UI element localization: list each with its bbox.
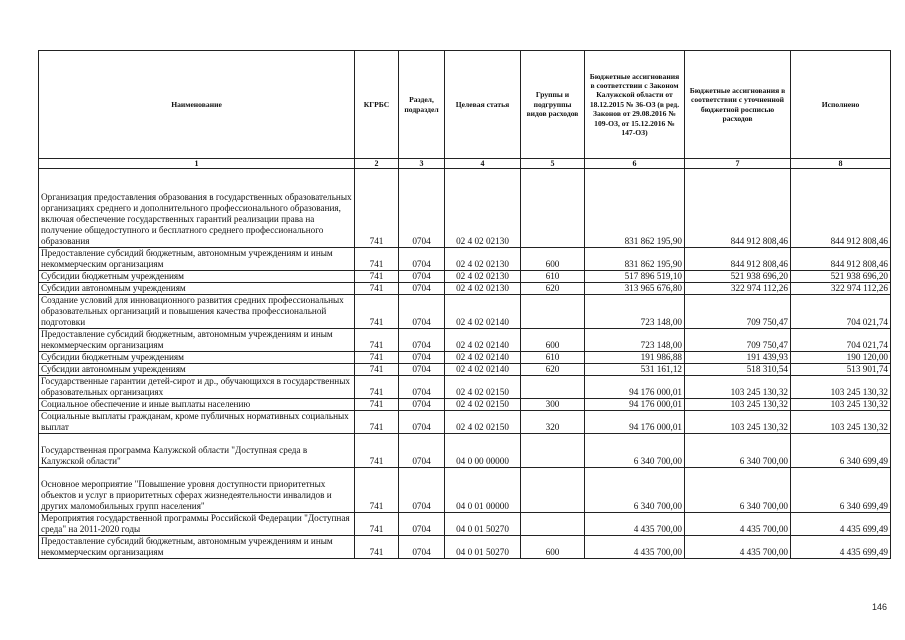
row-expense-group: 600 <box>521 329 585 352</box>
row-executed-amount: 513 901,74 <box>791 364 891 376</box>
row-expense-group <box>521 169 585 248</box>
column-number: 7 <box>685 159 791 169</box>
row-approved-amount: 313 965 676,80 <box>585 283 685 295</box>
header-kgrbs: КГРБС <box>355 51 399 159</box>
row-kgrbs: 741 <box>355 329 399 352</box>
row-section: 0704 <box>399 411 445 434</box>
header-approved-law: Бюджетные ассигнования в соответствии с Законом Калужской области от 18.12.2015 № 36-ОЗ (в ред. Законов от 29.08.2016 № 109-ОЗ, от 15.12.2016 № 147-ОЗ) <box>585 51 685 159</box>
row-executed-amount: 103 245 130,32 <box>791 376 891 399</box>
row-name: Субсидии автономным учреждениям <box>39 283 355 295</box>
row-section: 0704 <box>399 352 445 364</box>
table-body <box>39 169 891 559</box>
table-row <box>39 364 891 376</box>
row-approved-amount: 4 435 700,00 <box>585 536 685 559</box>
row-executed-amount: 4 435 699,49 <box>791 513 891 536</box>
row-kgrbs: 741 <box>355 536 399 559</box>
row-executed-amount: 103 245 130,32 <box>791 399 891 411</box>
row-expense-group <box>521 513 585 536</box>
row-expense-group: 620 <box>521 364 585 376</box>
row-name: Субсидии бюджетным учреждениям <box>39 271 355 283</box>
row-section: 0704 <box>399 513 445 536</box>
table-row <box>39 376 891 399</box>
header-section: Раздел, подраздел <box>399 51 445 159</box>
row-section: 0704 <box>399 364 445 376</box>
row-expense-group <box>521 295 585 329</box>
row-refined-amount: 844 912 808,46 <box>685 169 791 248</box>
row-refined-amount: 4 435 700,00 <box>685 513 791 536</box>
column-number: 2 <box>355 159 399 169</box>
row-kgrbs: 741 <box>355 513 399 536</box>
row-name: Субсидии автономным учреждениям <box>39 364 355 376</box>
row-refined-amount: 103 245 130,32 <box>685 376 791 399</box>
table-row <box>39 399 891 411</box>
row-expense-group <box>521 468 585 513</box>
row-section: 0704 <box>399 271 445 283</box>
row-approved-amount: 723 148,00 <box>585 295 685 329</box>
row-approved-amount: 6 340 700,00 <box>585 468 685 513</box>
row-kgrbs: 741 <box>355 271 399 283</box>
table-row <box>39 434 891 468</box>
row-refined-amount: 103 245 130,32 <box>685 411 791 434</box>
row-refined-amount: 322 974 112,26 <box>685 283 791 295</box>
row-name: Субсидии бюджетным учреждениям <box>39 352 355 364</box>
row-kgrbs: 741 <box>355 411 399 434</box>
row-kgrbs: 741 <box>355 434 399 468</box>
row-expense-group: 600 <box>521 248 585 271</box>
row-name: Социальное обеспечение и иные выплаты населению <box>39 399 355 411</box>
row-refined-amount: 709 750,47 <box>685 295 791 329</box>
row-target-article: 02 4 02 02140 <box>445 364 521 376</box>
row-expense-group: 610 <box>521 271 585 283</box>
row-target-article: 02 4 02 02130 <box>445 283 521 295</box>
row-kgrbs: 741 <box>355 352 399 364</box>
row-approved-amount: 94 176 000,01 <box>585 411 685 434</box>
column-number: 6 <box>585 159 685 169</box>
table-row <box>39 248 891 271</box>
row-executed-amount: 844 912 808,46 <box>791 248 891 271</box>
header-expense-groups: Группы и подгруппы видов расходов <box>521 51 585 159</box>
table-row <box>39 513 891 536</box>
table-row <box>39 271 891 283</box>
row-expense-group: 300 <box>521 399 585 411</box>
column-number: 4 <box>445 159 521 169</box>
row-target-article: 02 4 02 02150 <box>445 399 521 411</box>
row-target-article: 04 0 01 50270 <box>445 513 521 536</box>
row-executed-amount: 4 435 699,49 <box>791 536 891 559</box>
row-approved-amount: 531 161,12 <box>585 364 685 376</box>
row-executed-amount: 6 340 699,49 <box>791 468 891 513</box>
row-name: Предоставление субсидий бюджетным, автономным учреждениям и иным некоммерческим организациям <box>39 536 355 559</box>
row-name: Основное мероприятие "Повышение уровня доступности приоритетных объектов и услуг в приоритетных сферах жизнедеятельности инвалидов и других маломобильных групп населения" <box>39 468 355 513</box>
row-expense-group: 600 <box>521 536 585 559</box>
row-refined-amount: 6 340 700,00 <box>685 468 791 513</box>
row-target-article: 02 4 02 02140 <box>445 295 521 329</box>
table-row <box>39 169 891 248</box>
row-target-article: 04 0 01 50270 <box>445 536 521 559</box>
header-executed: Исполнено <box>791 51 891 159</box>
row-approved-amount: 6 340 700,00 <box>585 434 685 468</box>
row-target-article: 02 4 02 02140 <box>445 352 521 364</box>
row-kgrbs: 741 <box>355 468 399 513</box>
row-name: Государственные гарантии детей-сирот и др., обучающихся в государственных образовательных организациях <box>39 376 355 399</box>
row-section: 0704 <box>399 376 445 399</box>
row-target-article: 02 4 02 02130 <box>445 169 521 248</box>
row-kgrbs: 741 <box>355 295 399 329</box>
column-number: 3 <box>399 159 445 169</box>
page-number: 146 <box>872 602 888 612</box>
row-expense-group: 620 <box>521 283 585 295</box>
row-executed-amount: 103 245 130,32 <box>791 411 891 434</box>
row-name: Предоставление субсидий бюджетным, автономным учреждениям и иным некоммерческим организациям <box>39 329 355 352</box>
row-expense-group <box>521 376 585 399</box>
row-target-article: 02 4 02 02130 <box>445 248 521 271</box>
header-name: Наименование <box>39 51 355 159</box>
row-executed-amount: 322 974 112,26 <box>791 283 891 295</box>
row-executed-amount: 521 938 696,20 <box>791 271 891 283</box>
row-section: 0704 <box>399 295 445 329</box>
row-name: Мероприятия государственной программы Российской Федерации "Доступная среда" на 2011-2020 годы <box>39 513 355 536</box>
row-section: 0704 <box>399 283 445 295</box>
table-row <box>39 329 891 352</box>
row-approved-amount: 517 896 519,10 <box>585 271 685 283</box>
row-approved-amount: 723 148,00 <box>585 329 685 352</box>
row-section: 0704 <box>399 468 445 513</box>
row-kgrbs: 741 <box>355 376 399 399</box>
row-refined-amount: 521 938 696,20 <box>685 271 791 283</box>
table-row <box>39 468 891 513</box>
row-section: 0704 <box>399 536 445 559</box>
row-executed-amount: 704 021,74 <box>791 329 891 352</box>
row-executed-amount: 844 912 808,46 <box>791 169 891 248</box>
row-approved-amount: 831 862 195,90 <box>585 169 685 248</box>
table-row <box>39 283 891 295</box>
row-kgrbs: 741 <box>355 248 399 271</box>
row-approved-amount: 94 176 000,01 <box>585 399 685 411</box>
row-refined-amount: 844 912 808,46 <box>685 248 791 271</box>
row-target-article: 04 0 01 00000 <box>445 468 521 513</box>
row-refined-amount: 103 245 130,32 <box>685 399 791 411</box>
row-section: 0704 <box>399 248 445 271</box>
row-name: Создание условий для инновационного развития средних профессиональных образовательных организаций и повышения качества профессиональной подготовки <box>39 295 355 329</box>
row-kgrbs: 741 <box>355 283 399 295</box>
table-row <box>39 411 891 434</box>
row-name: Социальные выплаты гражданам, кроме публичных нормативных социальных выплат <box>39 411 355 434</box>
row-section: 0704 <box>399 329 445 352</box>
row-approved-amount: 94 176 000,01 <box>585 376 685 399</box>
row-expense-group <box>521 434 585 468</box>
row-expense-group: 610 <box>521 352 585 364</box>
column-number-row <box>39 159 891 169</box>
row-executed-amount: 190 120,00 <box>791 352 891 364</box>
row-section: 0704 <box>399 399 445 411</box>
row-kgrbs: 741 <box>355 364 399 376</box>
header-refined: Бюджетные ассигнования в соответствии с уточненной бюджетной росписью расходов <box>685 51 791 159</box>
column-number: 8 <box>791 159 891 169</box>
row-approved-amount: 4 435 700,00 <box>585 513 685 536</box>
budget-report-page <box>38 50 891 559</box>
table-header-row <box>39 51 891 159</box>
row-section: 0704 <box>399 169 445 248</box>
header-target-article: Целевая статья <box>445 51 521 159</box>
row-target-article: 02 4 02 02150 <box>445 376 521 399</box>
row-executed-amount: 6 340 699,49 <box>791 434 891 468</box>
row-refined-amount: 4 435 700,00 <box>685 536 791 559</box>
budget-table <box>38 50 891 559</box>
row-name: Организация предоставления образования в государственных образовательных организациях среднего и дополнительного профессионального образования, включая обеспечение государственных гарантий реализации права на получение общедоступного и бесплатного среднего профессионального образования <box>39 169 355 248</box>
row-target-article: 02 4 02 02140 <box>445 329 521 352</box>
row-kgrbs: 741 <box>355 169 399 248</box>
table-row <box>39 352 891 364</box>
row-refined-amount: 191 439,93 <box>685 352 791 364</box>
row-name: Государственная программа Калужской области "Доступная среда в Калужской области" <box>39 434 355 468</box>
row-refined-amount: 709 750,47 <box>685 329 791 352</box>
row-kgrbs: 741 <box>355 399 399 411</box>
row-target-article: 02 4 02 02130 <box>445 271 521 283</box>
row-target-article: 02 4 02 02150 <box>445 411 521 434</box>
row-expense-group: 320 <box>521 411 585 434</box>
row-approved-amount: 831 862 195,90 <box>585 248 685 271</box>
column-number: 1 <box>39 159 355 169</box>
table-row <box>39 536 891 559</box>
row-refined-amount: 6 340 700,00 <box>685 434 791 468</box>
row-refined-amount: 518 310,54 <box>685 364 791 376</box>
row-target-article: 04 0 00 00000 <box>445 434 521 468</box>
row-executed-amount: 704 021,74 <box>791 295 891 329</box>
row-section: 0704 <box>399 434 445 468</box>
table-row <box>39 295 891 329</box>
row-name: Предоставление субсидий бюджетным, автономным учреждениям и иным некоммерческим организациям <box>39 248 355 271</box>
column-number: 5 <box>521 159 585 169</box>
row-approved-amount: 191 986,88 <box>585 352 685 364</box>
